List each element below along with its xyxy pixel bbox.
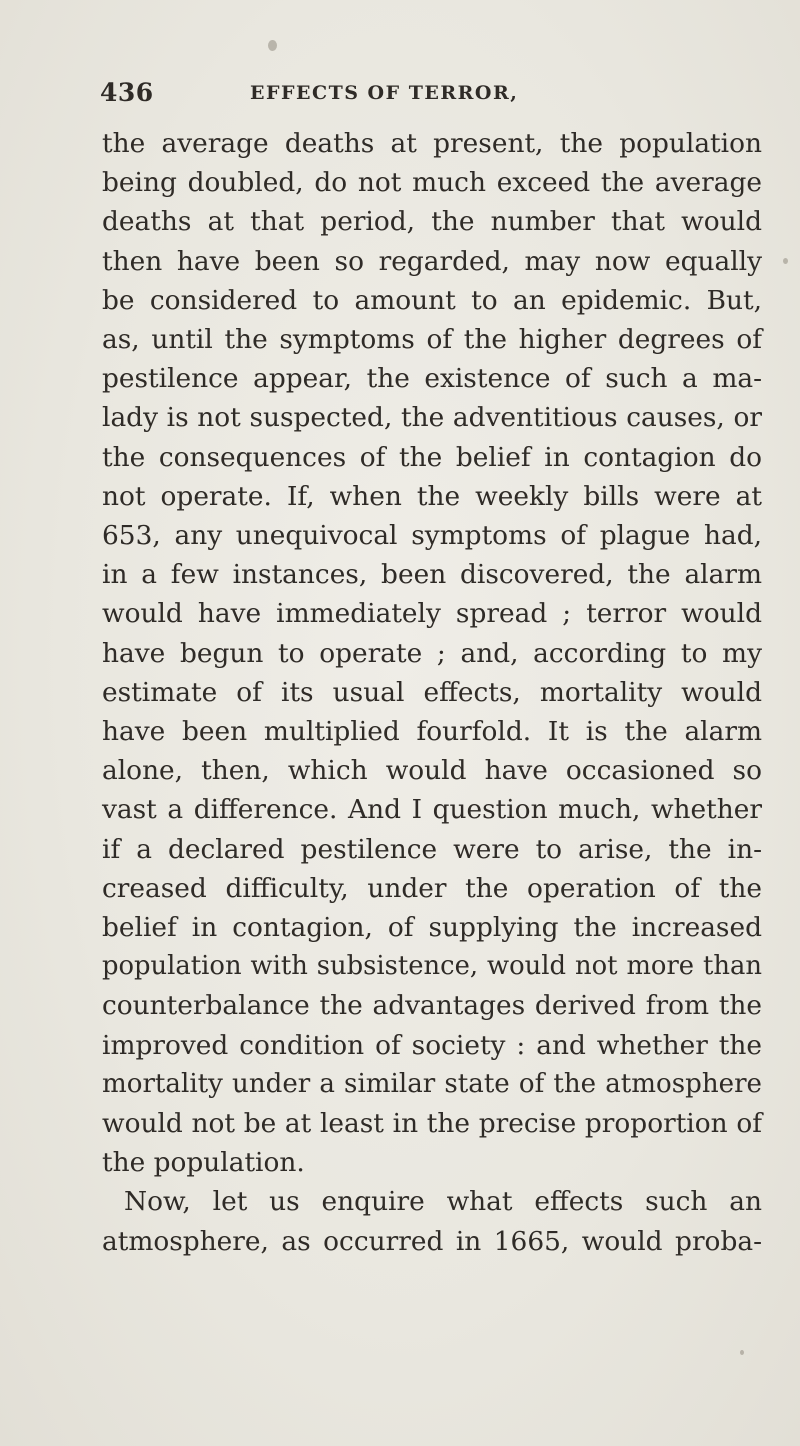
- text-line: the average deaths at present, the population: [102, 128, 762, 159]
- ink-speck: [740, 1350, 744, 1355]
- text-line: not operate. If, when the weekly bills were at: [102, 480, 762, 512]
- text-line: as, until the symptoms of the higher degrees of: [102, 324, 762, 356]
- text-line: being doubled, do not much exceed the average: [102, 167, 762, 199]
- text-line: atmosphere, as occurred in 1665, would proba-: [102, 1225, 762, 1257]
- text-line: vast a difference. And I question much, whether: [102, 794, 762, 826]
- text-line: have been multiplied fourfold. It is the alarm: [102, 716, 762, 748]
- text-line: then have been so regarded, may now equally: [102, 245, 762, 277]
- text-line: improved condition of society : and whether the: [102, 1029, 762, 1061]
- text-line: creased difficulty, under the operation of the: [102, 872, 762, 904]
- text-line: have begun to operate ; and, according to my: [102, 637, 762, 669]
- running-head: EFFECTS OF TERROR,: [250, 82, 519, 104]
- text-line: mortality under a similar state of the atmosphere: [102, 1068, 762, 1099]
- text-line: 653, any unequivocal symptoms of plague had,: [102, 520, 762, 552]
- ink-speck: [783, 258, 788, 264]
- text-line: be considered to amount to an epidemic. But,: [102, 284, 762, 316]
- paragraph-end-line: the population.: [102, 1147, 305, 1179]
- paragraph-start-line: Now, let us enquire what effects such an: [124, 1186, 762, 1218]
- text-line: would have immediately spread ; terror would: [102, 598, 762, 630]
- text-line: estimate of its usual effects, mortality would: [102, 676, 762, 708]
- ink-speck: [268, 40, 277, 51]
- text-line: deaths at that period, the number that would: [102, 206, 762, 238]
- text-line: belief in contagion, of supplying the increased: [102, 912, 762, 944]
- text-line: lady is not suspected, the adventitious causes, or: [102, 402, 762, 434]
- text-line: in a few instances, been discovered, the alarm: [102, 559, 762, 591]
- text-line: would not be at least in the precise proportion of: [102, 1108, 762, 1140]
- page-header: [100, 78, 740, 118]
- text-line: pestilence appear, the existence of such a ma-: [102, 363, 762, 395]
- body-text: [102, 124, 762, 1261]
- text-line: the consequences of the belief in contagion do: [102, 441, 762, 473]
- text-line: counterbalance the advantages derived from the: [102, 990, 762, 1022]
- text-line: if a declared pestilence were to arise, the in-: [102, 833, 762, 865]
- text-line: population with subsistence, would not more than: [102, 951, 762, 982]
- text-line: alone, then, which would have occasioned so: [102, 755, 762, 787]
- page-number: 436: [100, 78, 154, 107]
